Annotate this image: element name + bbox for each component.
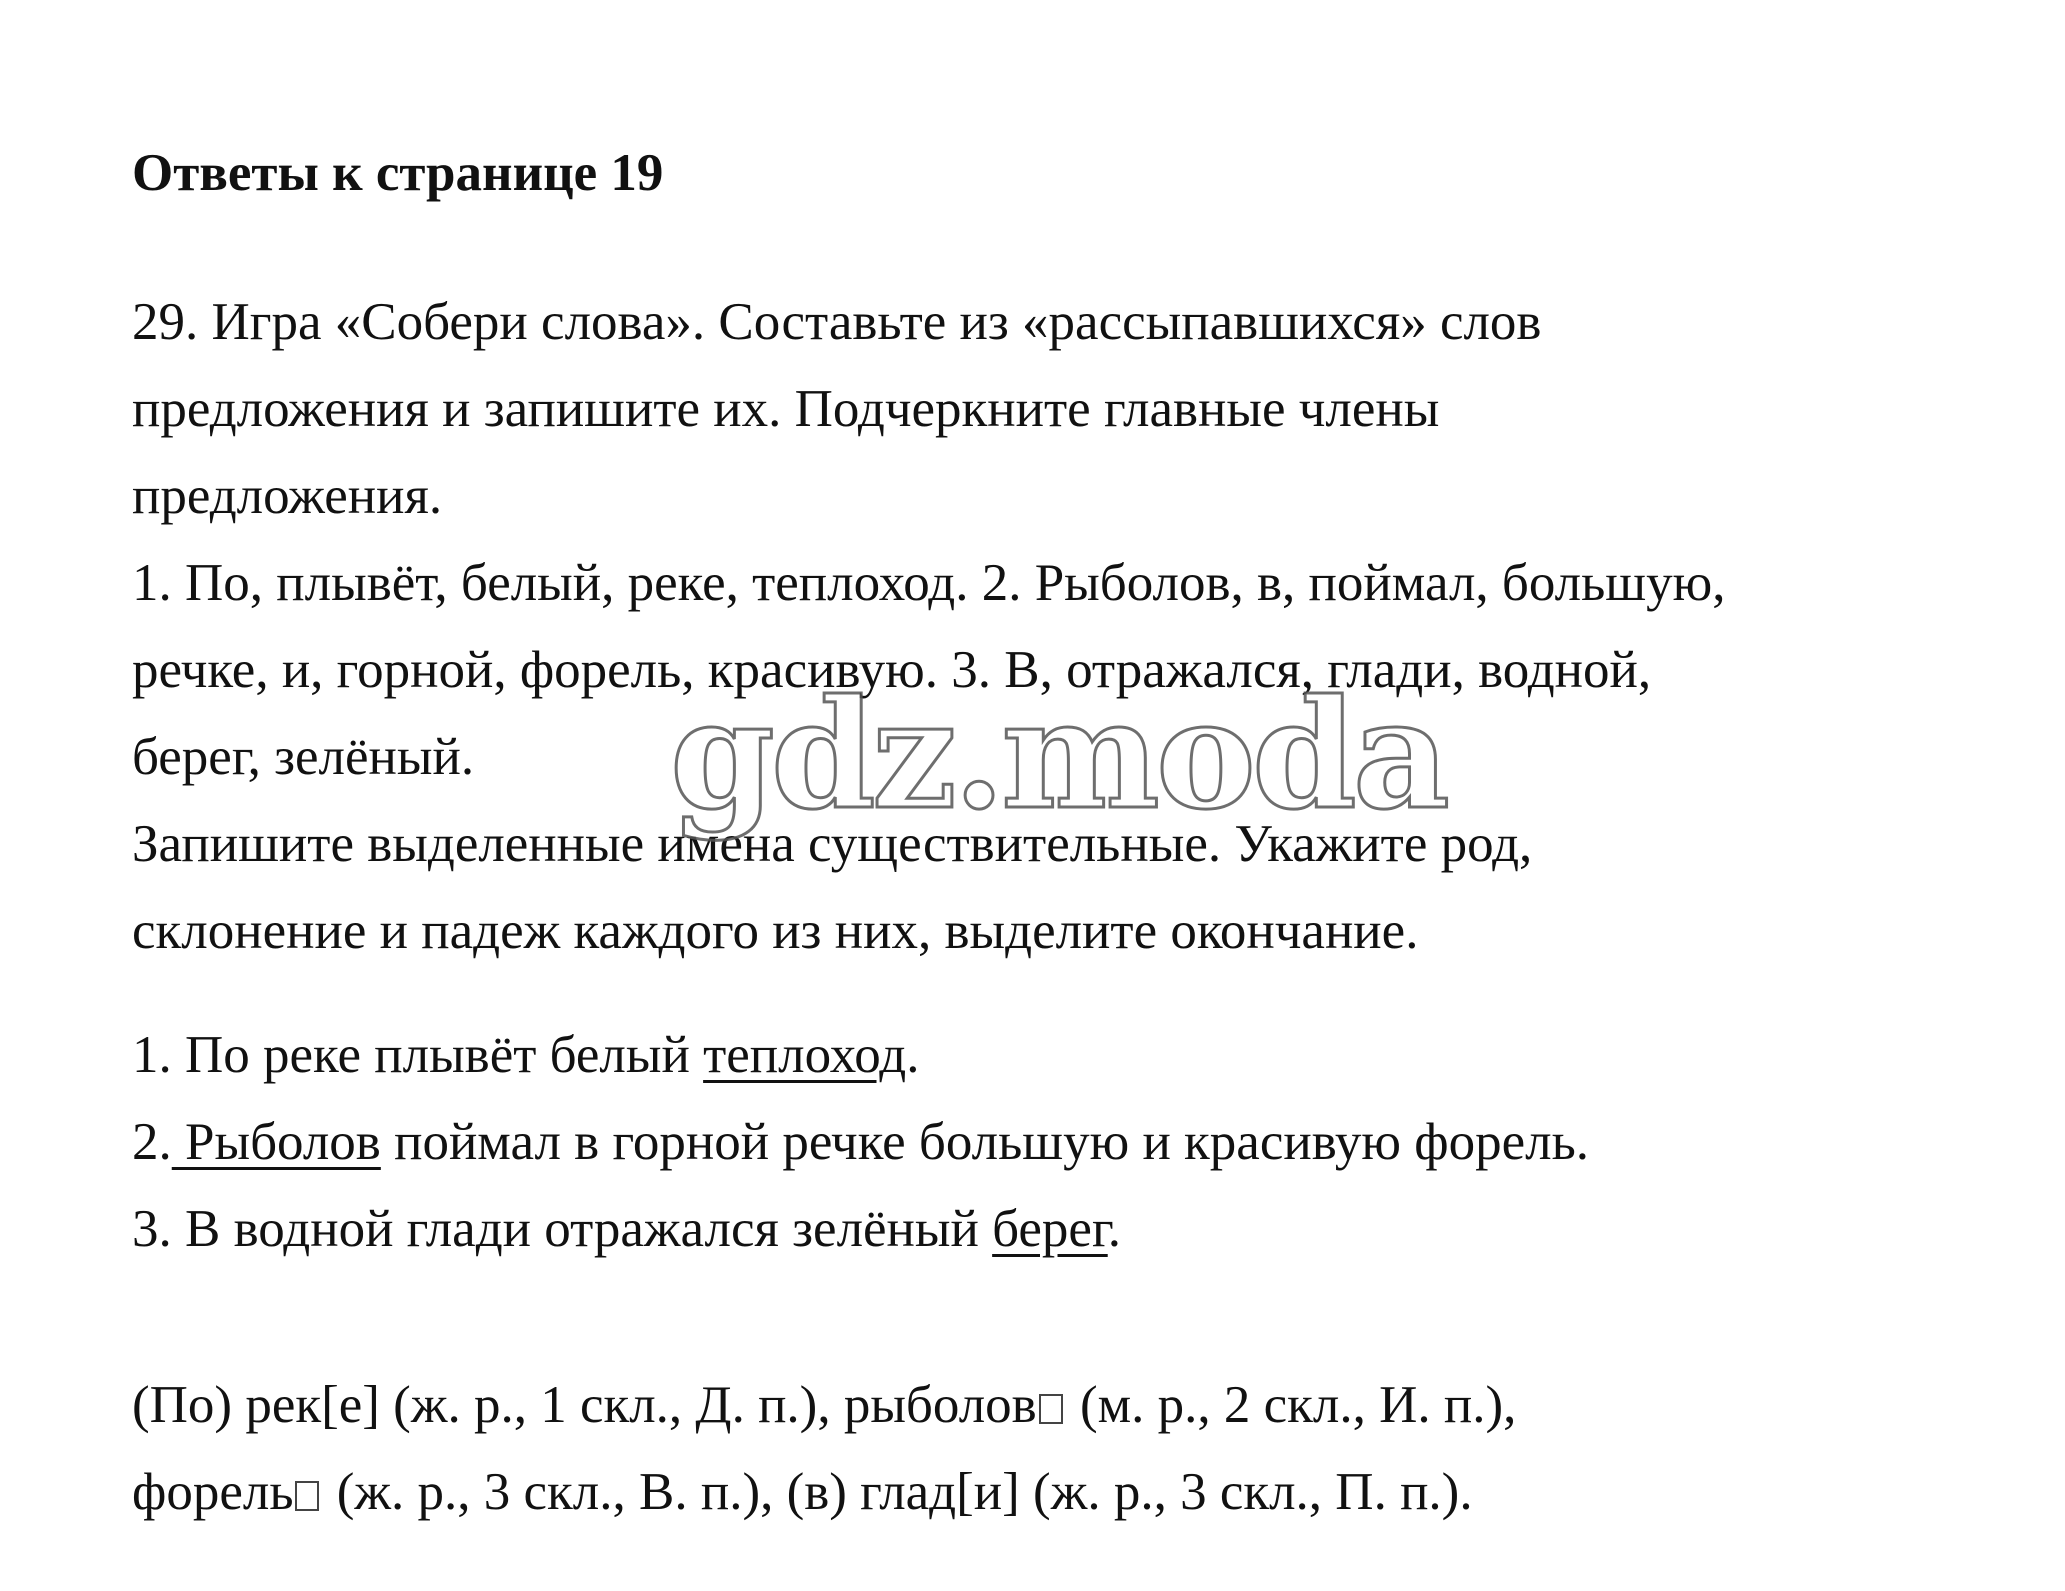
task-line: предложения и запишите их. Подчеркните главные члены <box>132 380 1440 438</box>
analysis-text: (По) рек[е] (ж. р., 1 скл., Д. п.), рыболов <box>132 1376 1037 1434</box>
answer-text: 2. <box>132 1113 172 1171</box>
answer-text: 1. По реке плывёт белый <box>132 1026 704 1084</box>
task-line: берег, зелёный. <box>132 728 475 786</box>
answer-sentence-1 <box>132 1025 919 1085</box>
analysis-line-1 <box>132 1375 1516 1435</box>
answer-text: поймал в горной речке большую и красивую форель. <box>380 1113 1590 1171</box>
subject-underlined: берег <box>992 1200 1108 1258</box>
task-line: склонение и падеж каждого из них, выделите окончание. <box>132 902 1419 960</box>
answer-sentence-2 <box>132 1112 1589 1172</box>
task-line: речке, и, горной, форель, красивую. 3. В, отражался, глади, водной, <box>132 641 1652 699</box>
watermark-logo: gdz.moda <box>670 667 1447 843</box>
analysis-text: (ж. р., 3 скл., В. п.), (в) глад[и] (ж. р., 3 скл., П. п.). <box>323 1463 1473 1521</box>
task-line: 1. По, плывёт, белый, реке, теплоход. 2. Рыболов, в, поймал, большую, <box>132 554 1726 612</box>
task-line: 29. Игра «Собери слова». Составьте из «рассыпавшихся» слов <box>132 293 1542 351</box>
answer-text: 3. В водной глади отражался зелёный <box>132 1200 993 1258</box>
task-line: предложения. <box>132 467 443 525</box>
zero-ending-box-icon <box>295 1481 319 1511</box>
answer-text: . <box>1107 1200 1121 1258</box>
analysis-text: форель <box>132 1463 294 1521</box>
analysis-line-2 <box>132 1462 1473 1522</box>
zero-ending-box-icon <box>1039 1394 1063 1424</box>
task-line: Запишите выделенные имена существительные. Укажите род, <box>132 815 1533 873</box>
analysis-text: (м. р., 2 скл., И. п.), <box>1066 1376 1517 1434</box>
answer-text: . <box>906 1026 920 1084</box>
page-title: Ответы к странице 19 <box>132 144 664 202</box>
subject-underlined: Рыболов <box>171 1113 381 1171</box>
answer-sentence-3 <box>132 1199 1121 1259</box>
subject-underlined: теплоход <box>703 1026 907 1084</box>
